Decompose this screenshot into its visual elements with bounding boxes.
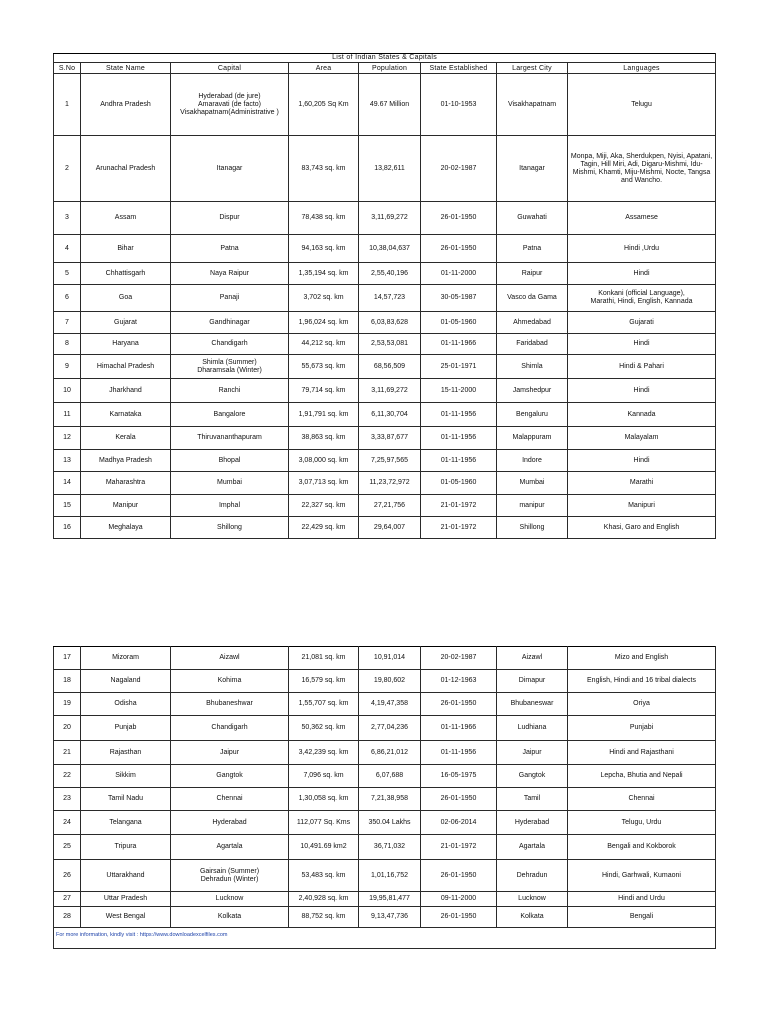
population-cell: 19,95,81,477 (359, 892, 421, 907)
column-header-population: Population (359, 63, 421, 74)
sno-cell: 13 (54, 450, 81, 472)
established-cell: 01-11-2000 (421, 263, 497, 285)
area-cell: 1,55,707 sq. km (289, 693, 359, 716)
capital-cell: Ranchi (171, 379, 289, 403)
population-cell: 350.04 Lakhs (359, 811, 421, 835)
area-cell: 1,96,024 sq. km (289, 312, 359, 334)
capital-cell: Chandigarh (171, 334, 289, 355)
table-row (54, 788, 716, 811)
capital-cell: Naya Raipur (171, 263, 289, 285)
largest-city-cell: Guwahati (497, 202, 568, 235)
capital-cell: Imphal (171, 495, 289, 517)
largest-city-cell: Shimla (497, 355, 568, 379)
area-cell: 38,863 sq. km (289, 427, 359, 450)
established-cell: 01-10-1953 (421, 74, 497, 136)
established-cell: 30-05-1987 (421, 285, 497, 312)
largest-city-cell: Shillong (497, 517, 568, 539)
population-cell: 19,80,602 (359, 670, 421, 693)
state-name-cell: Haryana (81, 334, 171, 355)
sno-cell: 18 (54, 670, 81, 693)
established-cell: 26-01-1950 (421, 693, 497, 716)
state-name-cell: Sikkim (81, 765, 171, 788)
area-cell: 3,42,239 sq. km (289, 741, 359, 765)
capital-cell: Bhubaneshwar (171, 693, 289, 716)
established-cell: 01-05-1960 (421, 312, 497, 334)
table-title-row (54, 54, 716, 63)
capital-cell: Bhopal (171, 450, 289, 472)
table-row (54, 495, 716, 517)
sno-cell: 25 (54, 835, 81, 860)
state-name-cell: Meghalaya (81, 517, 171, 539)
capital-cell: Dispur (171, 202, 289, 235)
languages-cell: Khasi, Garo and English (568, 517, 716, 539)
population-cell: 14,57,723 (359, 285, 421, 312)
table-row (54, 74, 716, 136)
table-row (54, 472, 716, 495)
languages-cell: Gujarati (568, 312, 716, 334)
largest-city-cell: Indore (497, 450, 568, 472)
area-cell: 2,40,928 sq. km (289, 892, 359, 907)
sno-cell: 22 (54, 765, 81, 788)
state-name-cell: Chhattisgarh (81, 263, 171, 285)
state-name-cell: Jharkhand (81, 379, 171, 403)
largest-city-cell: Jamshedpur (497, 379, 568, 403)
table-row (54, 716, 716, 741)
population-cell: 2,77,04,236 (359, 716, 421, 741)
table-row (54, 907, 716, 928)
population-cell: 10,91,014 (359, 647, 421, 670)
area-cell: 1,91,791 sq. km (289, 403, 359, 427)
sno-cell: 17 (54, 647, 81, 670)
population-cell: 36,71,032 (359, 835, 421, 860)
languages-cell: Manipuri (568, 495, 716, 517)
languages-cell: Chennai (568, 788, 716, 811)
largest-city-cell: Aizawl (497, 647, 568, 670)
population-cell: 13,82,611 (359, 136, 421, 202)
table-row (54, 693, 716, 716)
column-header-languages: Languages (568, 63, 716, 74)
languages-cell: Marathi (568, 472, 716, 495)
sno-cell: 10 (54, 379, 81, 403)
area-cell: 16,579 sq. km (289, 670, 359, 693)
population-cell: 9,13,47,736 (359, 907, 421, 928)
population-cell: 7,25,97,565 (359, 450, 421, 472)
state-name-cell: Madhya Pradesh (81, 450, 171, 472)
population-cell: 4,19,47,358 (359, 693, 421, 716)
largest-city-cell: Raipur (497, 263, 568, 285)
capital-cell: Lucknow (171, 892, 289, 907)
largest-city-cell: Faridabad (497, 334, 568, 355)
capital-cell: Panaji (171, 285, 289, 312)
capital-cell: Kolkata (171, 907, 289, 928)
state-name-cell: Karnataka (81, 403, 171, 427)
table-row (54, 741, 716, 765)
largest-city-cell: Visakhapatnam (497, 74, 568, 136)
population-cell: 11,23,72,972 (359, 472, 421, 495)
table-row (54, 860, 716, 892)
capital-cell: Itanagar (171, 136, 289, 202)
largest-city-cell: Gangtok (497, 765, 568, 788)
area-cell: 10,491.69 km2 (289, 835, 359, 860)
sno-cell: 28 (54, 907, 81, 928)
area-cell: 1,35,194 sq. km (289, 263, 359, 285)
languages-cell: Hindi (568, 379, 716, 403)
languages-cell: Hindi & Pahari (568, 355, 716, 379)
largest-city-cell: Jaipur (497, 741, 568, 765)
sno-cell: 19 (54, 693, 81, 716)
largest-city-cell: Tamil (497, 788, 568, 811)
established-cell: 01-11-1966 (421, 716, 497, 741)
population-cell: 2,55,40,196 (359, 263, 421, 285)
area-cell: 1,30,058 sq. km (289, 788, 359, 811)
population-cell: 6,03,83,628 (359, 312, 421, 334)
established-cell: 01-11-1956 (421, 741, 497, 765)
area-cell: 50,362 sq. km (289, 716, 359, 741)
states-table-part-2 (53, 646, 716, 949)
sno-cell: 4 (54, 235, 81, 263)
area-cell: 3,07,713 sq. km (289, 472, 359, 495)
capital-cell: Patna (171, 235, 289, 263)
languages-cell: Malayalam (568, 427, 716, 450)
population-cell: 49.67 Million (359, 74, 421, 136)
state-name-cell: Andhra Pradesh (81, 74, 171, 136)
sno-cell: 8 (54, 334, 81, 355)
established-cell: 01-11-1966 (421, 334, 497, 355)
table-row (54, 355, 716, 379)
sno-cell: 9 (54, 355, 81, 379)
state-name-cell: Tripura (81, 835, 171, 860)
sno-cell: 23 (54, 788, 81, 811)
table-row (54, 403, 716, 427)
sno-cell: 2 (54, 136, 81, 202)
languages-cell: Bengali (568, 907, 716, 928)
capital-cell: Jaipur (171, 741, 289, 765)
state-name-cell: Punjab (81, 716, 171, 741)
established-cell: 16-05-1975 (421, 765, 497, 788)
area-cell: 22,429 sq. km (289, 517, 359, 539)
capital-cell: Thiruvananthapuram (171, 427, 289, 450)
state-name-cell: Uttarakhand (81, 860, 171, 892)
capital-cell: Mumbai (171, 472, 289, 495)
established-cell: 21-01-1972 (421, 835, 497, 860)
area-cell: 22,327 sq. km (289, 495, 359, 517)
population-cell: 27,21,756 (359, 495, 421, 517)
sno-cell: 20 (54, 716, 81, 741)
state-name-cell: West Bengal (81, 907, 171, 928)
languages-cell: Mizo and English (568, 647, 716, 670)
languages-cell: English, Hindi and 16 tribal dialects (568, 670, 716, 693)
largest-city-cell: Malappuram (497, 427, 568, 450)
population-cell: 6,07,688 (359, 765, 421, 788)
area-cell: 7,096 sq. km (289, 765, 359, 788)
languages-cell: Hindi (568, 334, 716, 355)
table-row (54, 136, 716, 202)
table-row (54, 312, 716, 334)
area-cell: 112,077 Sq. Kms (289, 811, 359, 835)
largest-city-cell: Hyderabad (497, 811, 568, 835)
area-cell: 53,483 sq. km (289, 860, 359, 892)
area-cell: 1,60,205 Sq Km (289, 74, 359, 136)
state-name-cell: Rajasthan (81, 741, 171, 765)
established-cell: 01-11-1956 (421, 403, 497, 427)
established-cell: 21-01-1972 (421, 517, 497, 539)
population-cell: 3,11,69,272 (359, 379, 421, 403)
table-row (54, 765, 716, 788)
column-header-capital: Capital (171, 63, 289, 74)
established-cell: 20-02-1987 (421, 136, 497, 202)
state-name-cell: Mizoram (81, 647, 171, 670)
table-title: List of Indian States & Capitals (54, 54, 716, 63)
state-name-cell: Bihar (81, 235, 171, 263)
sno-cell: 7 (54, 312, 81, 334)
established-cell: 01-11-1956 (421, 450, 497, 472)
established-cell: 01-12-1963 (421, 670, 497, 693)
sno-cell: 24 (54, 811, 81, 835)
capital-cell: Gangtok (171, 765, 289, 788)
languages-cell: Hindi (568, 450, 716, 472)
table-row (54, 670, 716, 693)
languages-cell: Assamese (568, 202, 716, 235)
established-cell: 26-01-1950 (421, 202, 497, 235)
established-cell: 25-01-1971 (421, 355, 497, 379)
column-header-sno: S.No (54, 63, 81, 74)
languages-cell: Oriya (568, 693, 716, 716)
languages-cell: Hindi ,Urdu (568, 235, 716, 263)
languages-cell: Hindi (568, 263, 716, 285)
languages-cell: Punjabi (568, 716, 716, 741)
state-name-cell: Odisha (81, 693, 171, 716)
area-cell: 3,702 sq. km (289, 285, 359, 312)
languages-cell: Hindi and Rajasthani (568, 741, 716, 765)
population-cell: 10,38,04,637 (359, 235, 421, 263)
state-name-cell: Maharashtra (81, 472, 171, 495)
established-cell: 01-05-1960 (421, 472, 497, 495)
sno-cell: 5 (54, 263, 81, 285)
area-cell: 21,081 sq. km (289, 647, 359, 670)
established-cell: 01-11-1956 (421, 427, 497, 450)
largest-city-cell: Lucknow (497, 892, 568, 907)
column-header-row (54, 63, 716, 74)
largest-city-cell: Kolkata (497, 907, 568, 928)
languages-cell: Monpa, Miji, Aka, Sherdukpen, Nyisi, Apatani, Tagin, Hill Miri, Adi, Digaru-Mishmi, Idu-Mishmi, Khamti, Miju-Mishmi, Nocte, Tangsa and Wancho. (568, 136, 716, 202)
table-body (54, 74, 716, 539)
capital-cell: Gairsain (Summer) Dehradun (Winter) (171, 860, 289, 892)
established-cell: 26-01-1950 (421, 788, 497, 811)
languages-cell: Konkani (official Language), Marathi, Hindi, English, Kannada (568, 285, 716, 312)
sno-cell: 16 (54, 517, 81, 539)
population-cell: 2,53,53,081 (359, 334, 421, 355)
table-row (54, 263, 716, 285)
population-cell: 3,11,69,272 (359, 202, 421, 235)
largest-city-cell: Itanagar (497, 136, 568, 202)
state-name-cell: Uttar Pradesh (81, 892, 171, 907)
capital-cell: Chandigarh (171, 716, 289, 741)
languages-cell: Telugu, Urdu (568, 811, 716, 835)
sno-cell: 3 (54, 202, 81, 235)
area-cell: 44,212 sq. km (289, 334, 359, 355)
capital-cell: Aizawl (171, 647, 289, 670)
table-row (54, 811, 716, 835)
languages-cell: Kannada (568, 403, 716, 427)
population-cell: 6,86,21,012 (359, 741, 421, 765)
largest-city-cell: Mumbai (497, 472, 568, 495)
area-cell: 55,673 sq. km (289, 355, 359, 379)
sno-cell: 15 (54, 495, 81, 517)
largest-city-cell: Bhubaneswar (497, 693, 568, 716)
population-cell: 29,64,007 (359, 517, 421, 539)
column-header-area: Area (289, 63, 359, 74)
column-header-state-name: State Name (81, 63, 171, 74)
population-cell: 7,21,38,958 (359, 788, 421, 811)
state-name-cell: Gujarat (81, 312, 171, 334)
area-cell: 3,08,000 sq. km (289, 450, 359, 472)
sno-cell: 12 (54, 427, 81, 450)
languages-cell: Hindi, Garhwali, Kumaoni (568, 860, 716, 892)
sno-cell: 27 (54, 892, 81, 907)
table-body (54, 647, 716, 928)
state-name-cell: Himachal Pradesh (81, 355, 171, 379)
area-cell: 83,743 sq. km (289, 136, 359, 202)
table-row (54, 285, 716, 312)
footer-row (54, 928, 716, 949)
population-cell: 6,11,30,704 (359, 403, 421, 427)
table-row (54, 427, 716, 450)
state-name-cell: Kerala (81, 427, 171, 450)
column-header-largest-city: Largest City (497, 63, 568, 74)
area-cell: 94,163 sq. km (289, 235, 359, 263)
table-row (54, 379, 716, 403)
sno-cell: 26 (54, 860, 81, 892)
sno-cell: 1 (54, 74, 81, 136)
capital-cell: Agartala (171, 835, 289, 860)
sno-cell: 6 (54, 285, 81, 312)
state-name-cell: Manipur (81, 495, 171, 517)
languages-cell: Hindi and Urdu (568, 892, 716, 907)
state-name-cell: Telangana (81, 811, 171, 835)
capital-cell: Hyderabad (171, 811, 289, 835)
table-row (54, 647, 716, 670)
area-cell: 79,714 sq. km (289, 379, 359, 403)
table-row (54, 334, 716, 355)
table-row (54, 202, 716, 235)
largest-city-cell: Ludhiana (497, 716, 568, 741)
largest-city-cell: Vasco da Gama (497, 285, 568, 312)
area-cell: 78,438 sq. km (289, 202, 359, 235)
state-name-cell: Nagaland (81, 670, 171, 693)
languages-cell: Telugu (568, 74, 716, 136)
table-row (54, 835, 716, 860)
state-name-cell: Assam (81, 202, 171, 235)
sno-cell: 14 (54, 472, 81, 495)
population-cell: 1,01,16,752 (359, 860, 421, 892)
capital-cell: Gandhinagar (171, 312, 289, 334)
languages-cell: Bengali and Kokborok (568, 835, 716, 860)
largest-city-cell: Dehradun (497, 860, 568, 892)
table-row (54, 892, 716, 907)
largest-city-cell: Patna (497, 235, 568, 263)
state-name-cell: Goa (81, 285, 171, 312)
states-table-part-1 (53, 53, 716, 539)
sno-cell: 11 (54, 403, 81, 427)
languages-cell: Lepcha, Bhutia and Nepali (568, 765, 716, 788)
established-cell: 15-11-2000 (421, 379, 497, 403)
largest-city-cell: Ahmedabad (497, 312, 568, 334)
capital-cell: Kohima (171, 670, 289, 693)
population-cell: 3,33,87,677 (359, 427, 421, 450)
table-row (54, 450, 716, 472)
state-name-cell: Arunachal Pradesh (81, 136, 171, 202)
population-cell: 68,56,509 (359, 355, 421, 379)
established-cell: 26-01-1950 (421, 235, 497, 263)
established-cell: 02-06-2014 (421, 811, 497, 835)
state-name-cell: Tamil Nadu (81, 788, 171, 811)
more-info-link[interactable]: For more information, kindly visit : https://www.downloadexcelfiles.com (54, 928, 716, 949)
capital-cell: Shillong (171, 517, 289, 539)
area-cell: 88,752 sq. km (289, 907, 359, 928)
established-cell: 20-02-1987 (421, 647, 497, 670)
table-row (54, 235, 716, 263)
largest-city-cell: Agartala (497, 835, 568, 860)
column-header-state-established: State Established (421, 63, 497, 74)
sno-cell: 21 (54, 741, 81, 765)
largest-city-cell: Dimapur (497, 670, 568, 693)
table-row (54, 517, 716, 539)
largest-city-cell: manipur (497, 495, 568, 517)
established-cell: 26-01-1950 (421, 860, 497, 892)
largest-city-cell: Bengaluru (497, 403, 568, 427)
established-cell: 26-01-1950 (421, 907, 497, 928)
capital-cell: Shimla (Summer) Dharamsala (Winter) (171, 355, 289, 379)
established-cell: 09-11-2000 (421, 892, 497, 907)
established-cell: 21-01-1972 (421, 495, 497, 517)
capital-cell: Chennai (171, 788, 289, 811)
capital-cell: Bangalore (171, 403, 289, 427)
capital-cell: Hyderabad (de jure) Amaravati (de facto) Visakhapatnam(Administrative ) (171, 74, 289, 136)
